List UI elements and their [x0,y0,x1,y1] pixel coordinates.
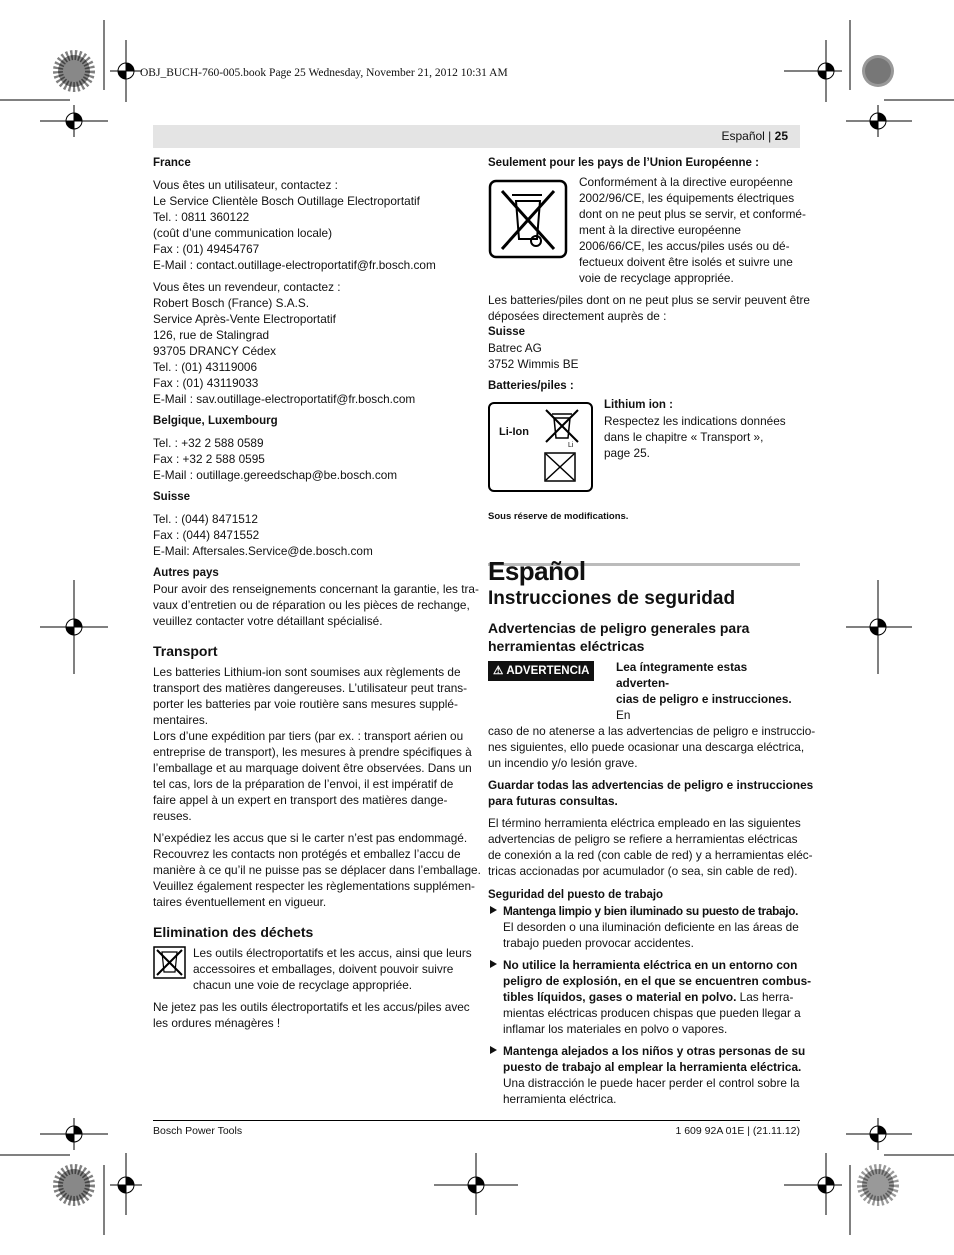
text-line: manière à ce qu’il ne puisse pas se déplacer dans l’emballage. [153,863,481,877]
text-line: Service Après-Vente Electroportatif [153,312,336,326]
page-header-bar [153,125,800,148]
text-line: El término herramienta eléctrica empleado en las siguientes [488,816,801,830]
text-line: Respectez les indications données [604,414,786,428]
text-line: dont on ne peut plus se servir, et conformé- [579,207,806,221]
reserve-note: Sous réserve de modifications. [488,511,629,522]
text-line: Fax : +32 2 588 0595 [153,452,265,466]
text-line: tibles líquidos, gases o material en polvo. Las herra- [503,990,794,1004]
warn-text [488,723,816,771]
text-line: Ne jetez pas les outils électroportatifs et les accus/piles avec [153,1000,470,1014]
text-line: mientas eléctricas producen chispas que pueden llegar a [503,1006,801,1020]
instrucciones-title: Instrucciones de seguridad [488,588,736,609]
text-line: Advertencias de peligro generales para [488,620,750,636]
text-line: advertencias de peligro se refiere a herramientas eléctricas [488,832,798,846]
text-line: Fax : (01) 49454767 [153,242,260,256]
text-line: Veuillez également respecter les règlementations supplémen- [153,879,475,893]
li-mark: Li [568,442,574,449]
transport-text-2 [153,830,481,910]
liion-symbol-box [488,402,593,492]
text-line: transport des matières dangereuses. L’utilisateur peut trans- [153,681,468,695]
text-line: accessoires et emballages, doivent pouvoir suivre [193,962,454,976]
france-title: France [153,157,191,169]
text-line: caso de no atenerse a las advertencias de peligro e instruccio- [488,724,816,738]
text-line: vaux d’entretien ou de réparation ou les pièces de rechange, [153,598,470,612]
text-line: 2002/96/CE, les équipements électriques [579,191,795,205]
text-line: voie de recyclage appropriée. [579,271,734,285]
text-line: El desorden o una iluminación deficiente en las áreas de [503,920,799,934]
recycling-icon [544,452,576,482]
bullet-1: Mantenga limpio y bien iluminado su puesto de trabajo. El desorden o una iluminación deficiente en las áreas de trabajo pueden provocar accidentes. [488,903,800,951]
text-line: 93705 DRANCY Cédex [153,344,277,358]
ue-text [579,174,806,286]
belgique-contact [153,435,465,483]
warn-bold-2: cias de peligro e instrucciones. [616,692,792,706]
text-line: Tel. : (01) 43119006 [153,360,258,374]
advertencias-title [488,619,800,655]
left-column [153,155,481,1031]
page-indicator: Español | 25 [721,129,788,143]
transport-text-1 [153,664,472,824]
text-line: Le Service Clientèle Bosch Outillage Electroportatif [153,194,420,208]
text-line: fectueux doivent être isolés et suivre une [579,255,793,269]
text-line: Recouvrez les contacts non protégés et emballez l’accu de [153,847,461,861]
text-line: nes siguientes, ello puede ocasionar una descarga eléctrica, [488,740,805,754]
autres-title: Autres pays [153,567,219,579]
termino-text [488,815,813,879]
crossed-bin-icon [488,179,568,259]
text-line: mentaires. [153,713,209,727]
text-line: Tel. : (044) 8471512 [153,512,258,526]
text-line: reuses. [153,809,192,823]
text-line: Mantenga alejados a los niños y otras personas de su [503,1044,806,1058]
text-line: E-Mail : outillage.gereedschap@be.bosch.com [153,468,398,482]
suisse-title-right: Suisse [488,326,526,338]
book-header-line: OBJ_BUCH-760-005.book Page 25 Wednesday, November 21, 2012 10:31 AM [140,67,508,79]
text-line: tel cas, lors de la préparation de l’envoi, il est impératif de [153,777,454,791]
belgique-title: Belgique, Luxembourg [153,415,278,427]
bullet-2 [488,957,812,1037]
right-column [488,155,810,525]
crossed-bin-icon [153,946,186,979]
text-line: les ordures ménagères ! [153,1016,281,1030]
text-line: inflamar los materiales en polvo o vapores. [503,1022,728,1036]
text-line: Vous êtes un revendeur, contactez : [153,280,341,294]
guardar-text [488,777,814,809]
footer-rule [153,1120,800,1121]
suisse-title: Suisse [153,491,191,503]
text-line: puesto de trabajo al emplear la herramienta eléctrica. [503,1060,802,1074]
text-line: Conformément à la directive européenne [579,175,793,189]
text-line: peligro de explosión, en el que se encuentren combus- [503,974,812,988]
text-line: ment à la directive européenne [579,223,741,237]
page-number: 25 [774,129,788,143]
text-line: entreprise de transport), les mesures à prendre spécifiques à [153,745,472,759]
ue-title: Seulement pour les pays de l’Union Européenne : [488,157,759,169]
lithium-text [604,413,800,461]
espanol-section [488,556,816,1107]
text-line: N’expédiez les accus que si le carter n’est pas endommagé. [153,831,468,845]
text-line: Vous êtes un utilisateur, contactez : [153,178,338,192]
elimination-icon-text [193,945,472,993]
bullet-3 [488,1043,806,1107]
text-line: déposées directement auprès de : [488,309,667,323]
text-line: trabajo pueden provocar accidentes. [503,936,694,950]
elimination-text [153,999,470,1031]
text-line: Una distracción le puede hacer perder el control sobre la [503,1076,800,1090]
suisse-address [488,340,800,372]
text-line: dans le chapitre « Transport », [604,430,764,444]
crossed-bin-icon [542,406,582,446]
text-line: un incendio y/o lesión grave. [488,756,638,770]
text-line: herramienta eléctrica. [503,1092,617,1106]
footer-right: 1 609 92A 01E | (21.11.12) [675,1125,800,1137]
text-line: Lors d’une expédition par tiers (par ex. : transport aérien ou [153,729,464,743]
text-line: Fax : (01) 43119033 [153,376,259,390]
text-line: faire appel à un expert en transport des matières dange- [153,793,448,807]
text-line: Pour avoir des renseignements concernant la garantie, les tra- [153,582,479,596]
text-line: chacun une voie de recyclage appropriée. [193,978,413,992]
lithium-title: Lithium ion : [604,399,673,411]
text-line: de conexión a la red (con cable de red) y a herramientas eléc- [488,848,813,862]
text-line: porter les batteries par voie routière sans mesures supplé- [153,697,458,711]
batt-text [488,292,810,324]
text-line: E-Mail : sav.outillage-electroportatif@fr.bosch.com [153,392,416,406]
text-line: 3752 Wimmis BE [488,357,579,371]
warning-triangle-icon: ⚠ [493,665,504,677]
text-line: herramientas eléctricas [488,638,645,654]
text-line: Tel. : +32 2 588 0589 [153,436,264,450]
text-line: Les batteries/piles dont on ne peut plus se servir peuvent être [488,293,810,307]
transport-title: Transport [153,643,218,659]
text-line: Guardar todas las advertencias de peligro e instrucciones [488,778,814,792]
warn-bold-1: Lea íntegramente estas adverten- [616,660,748,690]
elimination-title: Elimination des déchets [153,924,314,940]
text-line: l’emballage et au marquage doivent être observées. Dans un [153,761,472,775]
text-line: Robert Bosch (France) S.A.S. [153,296,310,310]
text-line: page 25. [604,446,650,460]
espanol-title: Español [488,556,586,586]
seguridad-title: Seguridad del puesto de trabajo [488,889,664,901]
text-line: E-Mail: Aftersales.Service@de.bosch.com [153,544,373,558]
text-line: Batrec AG [488,341,542,355]
text-line: Fax : (044) 8471552 [153,528,260,542]
text-line: para futuras consultas. [488,794,618,808]
text-line: E-Mail : contact.outillage-electroportatif@fr.bosch.com [153,258,436,272]
france-user-contact [153,177,465,273]
text-line: veuillez contacter votre détaillant spécialisé. [153,614,383,628]
footer-left: Bosch Power Tools [153,1125,243,1137]
text-line: Tel. : 0811 360122 [153,210,250,224]
text-line: (coût d’une communication locale) [153,226,333,240]
text-line: No utilice la herramienta eléctrica en un entorno con [503,958,798,972]
text-line: Les outils électroportatifs et les accus, ainsi que leurs [193,946,472,960]
france-dealer-contact [153,279,465,407]
text-line: taires éventuellement en vigueur. [153,895,327,909]
piles-title: Batteries/piles : [488,380,574,392]
text-line: 126, rue de Stalingrad [153,328,270,342]
text-line: 2006/66/CE, les accus/piles usés ou dé- [579,239,790,253]
text-line: Les batteries Lithium-ion sont soumises aux règlements de [153,665,461,679]
suisse-contact [153,511,465,559]
autres-text [153,581,479,629]
section-name: Español [721,129,765,143]
text-line: tricas accionadas por acumulador (o sea, sin cable de red). [488,864,798,878]
liion-badge: Li-Ion [499,426,529,438]
warning-label: ⚠ ADVERTENCIA [488,661,594,681]
warn-tail: En [616,708,631,722]
